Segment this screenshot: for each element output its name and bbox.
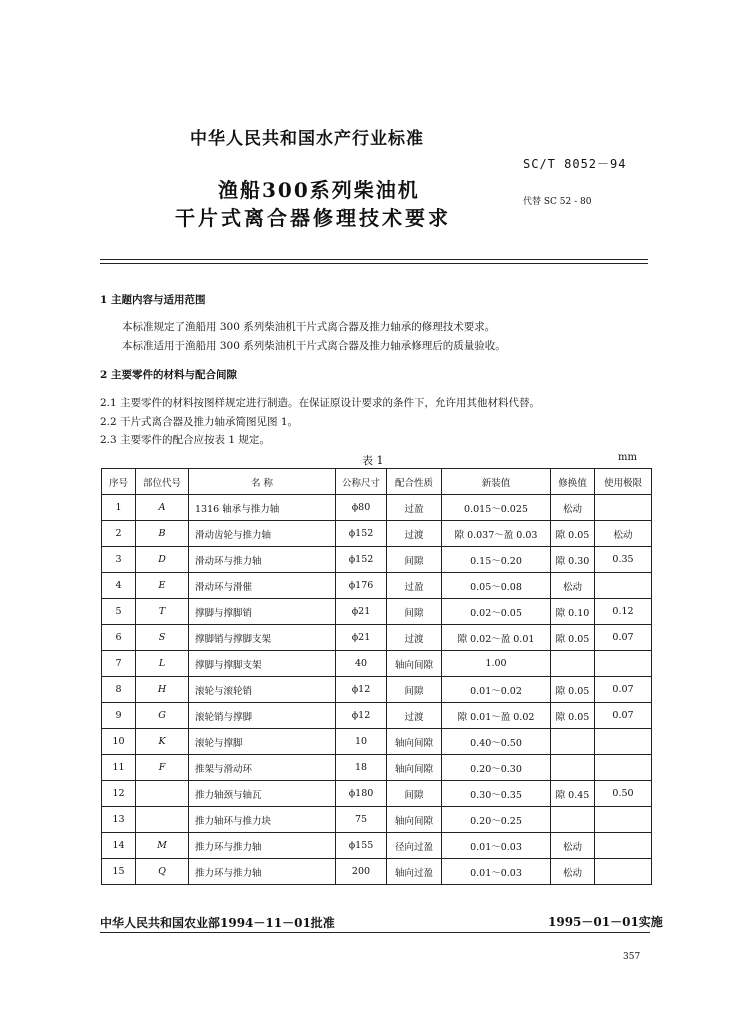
standard-organization: 中华人民共和国水产行业标准 [190, 129, 424, 149]
clause-2-1: 2.1 主要零件的材料按图样规定进行制造。在保证原设计要求的条件下，允许用其他材料代替。 [100, 397, 541, 409]
header-rule-top [100, 259, 648, 260]
clause-2-3: 2.3 主要零件的配合应按表 1 规定。 [100, 434, 270, 446]
table-cell: 0.35 [595, 547, 652, 573]
table-cell: 隙 0.05 [551, 703, 595, 729]
fit-clearance-table [101, 468, 652, 885]
section-1-heading: 1 主题内容与适用范围 [100, 294, 206, 306]
clause-2-2: 2.2 干片式离合器及推力轴承简图见图 1。 [100, 416, 299, 428]
table-cell: G [136, 703, 189, 729]
table-cell: 过盈 [387, 495, 442, 521]
table-cell: 8 [102, 677, 136, 703]
table-cell: ϕ180 [336, 781, 387, 807]
table-cell: 0.30～0.35 [442, 781, 551, 807]
table-cell: 推力轴颈与轴瓦 [189, 781, 336, 807]
table-cell [551, 755, 595, 781]
table-cell: Q [136, 859, 189, 885]
table-cell: M [136, 833, 189, 859]
table-cell: 12 [102, 781, 136, 807]
header-cell: 序号 [102, 469, 136, 495]
table-cell: H [136, 677, 189, 703]
table-cell [136, 807, 189, 833]
table-row [102, 703, 652, 729]
table-row [102, 599, 652, 625]
table-cell: 10 [102, 729, 136, 755]
table-cell: 9 [102, 703, 136, 729]
table-cell: 1316 轴承与推力轴 [189, 495, 336, 521]
table-cell: 75 [336, 807, 387, 833]
table-row [102, 625, 652, 651]
table-cell: 推力环与推力轴 [189, 833, 336, 859]
table-cell: 0.05～0.08 [442, 573, 551, 599]
table-cell: 0.20～0.30 [442, 755, 551, 781]
table-cell: ϕ12 [336, 677, 387, 703]
section-2-heading: 2 主要零件的材料与配合间隙 [100, 369, 237, 381]
header-cell: 使用极限 [595, 469, 652, 495]
approval-note: 中华人民共和国农业部1994－11－01批准 [100, 916, 335, 930]
table-row [102, 859, 652, 885]
table-cell: 0.01～0.02 [442, 677, 551, 703]
table-cell [595, 573, 652, 599]
header-cell: 名 称 [189, 469, 336, 495]
table-cell: L [136, 651, 189, 677]
table-cell [551, 729, 595, 755]
table-cell: 间隙 [387, 599, 442, 625]
table-cell: 0.20～0.25 [442, 807, 551, 833]
table-cell: 隙 0.30 [551, 547, 595, 573]
table-header-row [102, 469, 652, 495]
table-cell: 过盈 [387, 573, 442, 599]
table-caption: 表 1 [362, 454, 384, 467]
table-cell: ϕ152 [336, 547, 387, 573]
table-cell [551, 807, 595, 833]
table-cell: 隙 0.10 [551, 599, 595, 625]
table-cell: 过渡 [387, 703, 442, 729]
table-cell: 滚轮与撑脚 [189, 729, 336, 755]
table-row [102, 755, 652, 781]
table-row [102, 781, 652, 807]
table-cell: 滑动环与推力轴 [189, 547, 336, 573]
table-cell: 间隙 [387, 547, 442, 573]
table-row [102, 833, 652, 859]
table-cell: 松动 [595, 521, 652, 547]
table-cell: 0.01～0.03 [442, 859, 551, 885]
table-cell: ϕ21 [336, 599, 387, 625]
table-cell: F [136, 755, 189, 781]
table-cell: 撑脚与撑脚销 [189, 599, 336, 625]
table-cell: 滑动齿轮与推力轴 [189, 521, 336, 547]
table-cell: 推力轴环与推力块 [189, 807, 336, 833]
table-cell: 15 [102, 859, 136, 885]
header-cell: 修换值 [551, 469, 595, 495]
table-cell: 6 [102, 625, 136, 651]
table-cell [595, 651, 652, 677]
table-cell: 间隙 [387, 781, 442, 807]
table-cell: 隙 0.05 [551, 521, 595, 547]
table-cell: 0.50 [595, 781, 652, 807]
table-cell: ϕ21 [336, 625, 387, 651]
table-cell: 13 [102, 807, 136, 833]
table-row [102, 651, 652, 677]
table-cell: 滚轮销与撑脚 [189, 703, 336, 729]
table-cell: 2 [102, 521, 136, 547]
table-cell: 0.07 [595, 703, 652, 729]
footer-rule [100, 932, 650, 933]
table-cell: 200 [336, 859, 387, 885]
table-cell [595, 729, 652, 755]
header-cell: 公称尺寸 [336, 469, 387, 495]
document-title-line-1: 渔船300系列柴油机 [218, 178, 420, 202]
table-cell [595, 807, 652, 833]
header-cell: 配合性质 [387, 469, 442, 495]
table-cell: 1 [102, 495, 136, 521]
table-cell [595, 833, 652, 859]
table-cell: 径向过盈 [387, 833, 442, 859]
table-cell [136, 781, 189, 807]
table-cell: 滚轮与滚轮销 [189, 677, 336, 703]
table-cell: 隙 0.037～盈 0.03 [442, 521, 551, 547]
table-cell: 撑脚与撑脚支架 [189, 651, 336, 677]
table-cell: 隙 0.05 [551, 677, 595, 703]
table-cell: 轴向间隙 [387, 755, 442, 781]
table-cell: S [136, 625, 189, 651]
table-cell: 0.07 [595, 625, 652, 651]
table-cell: 松动 [551, 573, 595, 599]
document-title-line-2: 干片式离合器修理技术要求 [175, 206, 451, 230]
table-cell: 间隙 [387, 677, 442, 703]
table-cell: ϕ176 [336, 573, 387, 599]
table-cell [595, 755, 652, 781]
page-number: 357 [623, 952, 641, 962]
table-cell: 轴向过盈 [387, 859, 442, 885]
table-cell: ϕ80 [336, 495, 387, 521]
table-cell: 轴向间隙 [387, 807, 442, 833]
table-cell: 0.015～0.025 [442, 495, 551, 521]
table-cell: E [136, 573, 189, 599]
section-1-paragraph-2: 本标准适用于渔船用 300 系列柴油机干片式离合器及推力轴承修理后的质量验收。 [122, 340, 506, 352]
header-cell: 部位代号 [136, 469, 189, 495]
table-cell: 隙 0.45 [551, 781, 595, 807]
table-cell: 过渡 [387, 521, 442, 547]
table-cell: 松动 [551, 495, 595, 521]
table-cell: D [136, 547, 189, 573]
table-cell: 0.01～0.03 [442, 833, 551, 859]
section-1-paragraph-1: 本标准规定了渔船用 300 系列柴油机干片式离合器及推力轴承的修理技术要求。 [122, 321, 496, 333]
table-cell: 0.07 [595, 677, 652, 703]
table-cell: 5 [102, 599, 136, 625]
table-cell: 40 [336, 651, 387, 677]
table-cell: 滑动环与滑催 [189, 573, 336, 599]
table-cell: 1.00 [442, 651, 551, 677]
table-cell: 推力环与推力轴 [189, 859, 336, 885]
table-cell: 松动 [551, 859, 595, 885]
header-rule-bottom [100, 263, 648, 264]
table-cell: 10 [336, 729, 387, 755]
table-cell: 11 [102, 755, 136, 781]
table-cell: 松动 [551, 833, 595, 859]
table-row [102, 573, 652, 599]
table-cell: 过渡 [387, 625, 442, 651]
table-cell [595, 859, 652, 885]
table-cell: ϕ155 [336, 833, 387, 859]
table-cell: A [136, 495, 189, 521]
table-cell: 隙 0.02～盈 0.01 [442, 625, 551, 651]
table-cell: 0.02～0.05 [442, 599, 551, 625]
table-row [102, 521, 652, 547]
standard-code: SC/T 8052－94 [523, 157, 627, 171]
table-cell [551, 651, 595, 677]
table-cell: 轴向间隙 [387, 729, 442, 755]
table-cell: ϕ12 [336, 703, 387, 729]
table-row [102, 547, 652, 573]
table-cell: 轴向间隙 [387, 651, 442, 677]
table-cell: K [136, 729, 189, 755]
table-cell: 7 [102, 651, 136, 677]
table-cell: 撑脚销与撑脚支架 [189, 625, 336, 651]
table-cell: T [136, 599, 189, 625]
table-body [102, 495, 652, 885]
table-cell [595, 495, 652, 521]
table-cell: 0.15～0.20 [442, 547, 551, 573]
replaces-standard: 代替 SC 52 - 80 [523, 197, 592, 207]
table-row [102, 495, 652, 521]
table-row [102, 677, 652, 703]
table-cell: 推架与滑动环 [189, 755, 336, 781]
table-cell: 隙 0.05 [551, 625, 595, 651]
table-cell: 14 [102, 833, 136, 859]
header-cell: 新装值 [442, 469, 551, 495]
table-unit: mm [618, 452, 637, 463]
table-cell: 18 [336, 755, 387, 781]
table-cell: 3 [102, 547, 136, 573]
table-row [102, 729, 652, 755]
table-cell: B [136, 521, 189, 547]
table-cell: 隙 0.01～盈 0.02 [442, 703, 551, 729]
effective-date: 1995－01－01实施 [548, 915, 663, 929]
table-cell: 0.40～0.50 [442, 729, 551, 755]
table-cell: 4 [102, 573, 136, 599]
table-cell: 0.12 [595, 599, 652, 625]
table-row [102, 807, 652, 833]
table-cell: ϕ152 [336, 521, 387, 547]
